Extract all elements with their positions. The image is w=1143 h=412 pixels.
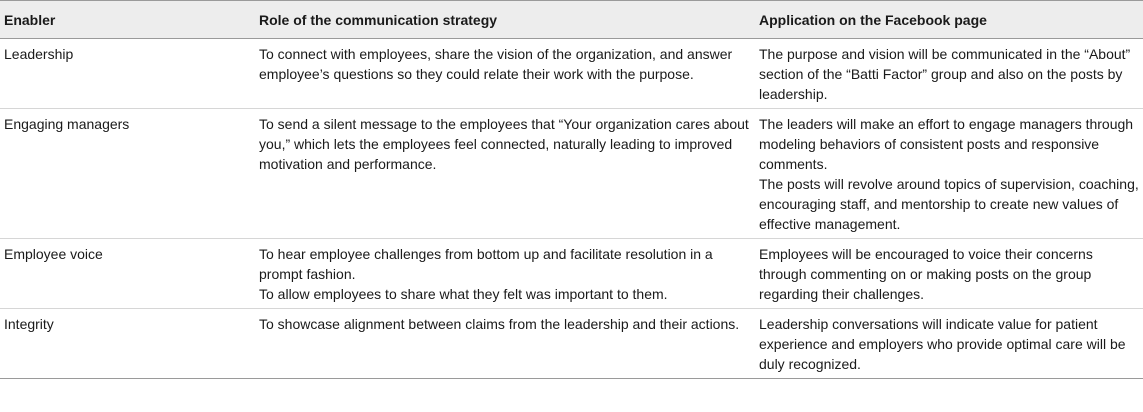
- cell-role: [255, 239, 755, 309]
- cell-enabler: Engaging managers: [0, 109, 255, 239]
- cell-enabler: Employee voice: [0, 239, 255, 309]
- header-role: Role of the communication strategy: [255, 1, 755, 39]
- cell-enabler: Leadership: [0, 39, 255, 109]
- cell-application-line: Employees will be encouraged to voice their concerns through commenting on or making posts on the group regarding their challenges.: [759, 246, 1093, 302]
- cell-application: [755, 109, 1143, 239]
- cell-application: [755, 309, 1143, 379]
- cell-application-line: The purpose and vision will be communicated in the “About” section of the “Batti Factor” group and also on the posts by leadership.: [759, 46, 1131, 102]
- header-enabler: Enabler: [0, 1, 255, 39]
- table-row: [0, 39, 1143, 109]
- cell-application-line: The leaders will make an effort to engage managers through modeling behaviors of consistent posts and responsive comments.: [759, 116, 1134, 172]
- cell-application: [755, 239, 1143, 309]
- cell-application-line: The posts will revolve around topics of supervision, coaching, encouraging staff, and mentorship to create new values of effective management.: [759, 176, 1139, 232]
- cell-role-line: To hear employee challenges from bottom up and facilitate resolution in a prompt fashion.: [259, 246, 713, 282]
- cell-enabler: Integrity: [0, 309, 255, 379]
- cell-role-line: To showcase alignment between claims from the leadership and their actions.: [259, 316, 740, 332]
- table-row: [0, 239, 1143, 309]
- cell-role: [255, 109, 755, 239]
- table-row: [0, 309, 1143, 379]
- cell-application: [755, 39, 1143, 109]
- header-application: Application on the Facebook page: [755, 1, 1143, 39]
- header-row: [0, 1, 1143, 39]
- cell-application-line: Leadership conversations will indicate value for patient experience and employers who provide optimal care will be duly recognized.: [759, 316, 1126, 372]
- cell-role: [255, 309, 755, 379]
- cell-role: [255, 39, 755, 109]
- cell-role-line: To connect with employees, share the vision of the organization, and answer employee’s questions so they could relate their work with the purpose.: [259, 46, 733, 82]
- table-row: [0, 109, 1143, 239]
- cell-role-line: To allow employees to share what they felt was important to them.: [259, 286, 668, 302]
- cell-role-line: To send a silent message to the employees that “Your organization cares about you,” which lets the employees feel connected, naturally leading to improved motivation and performance.: [259, 116, 749, 172]
